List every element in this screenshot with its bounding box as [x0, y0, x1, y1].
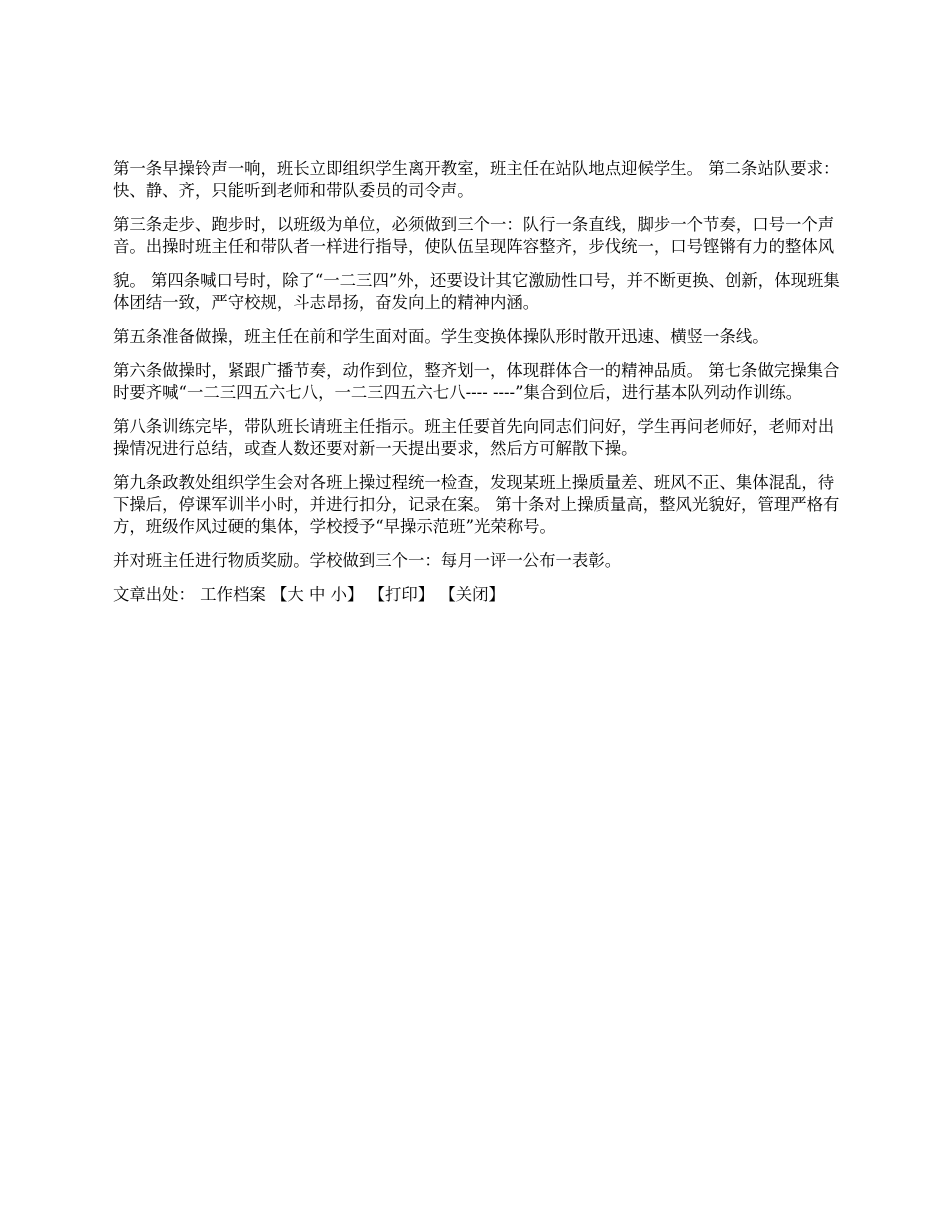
font-size-open-bracket: 【: [270, 585, 288, 604]
article-paragraph-8: 并对班主任进行物质奖励。学校做到三个一：每月一评一公布一表彰。: [113, 551, 622, 570]
font-size-small-link[interactable]: 小: [330, 585, 347, 604]
font-size-medium-link[interactable]: 中: [308, 585, 326, 604]
print-link[interactable]: 【打印】: [368, 585, 435, 604]
article-body: [113, 158, 845, 606]
article-footer: [113, 584, 845, 606]
font-size-large-link[interactable]: 大: [287, 585, 304, 604]
font-size-close-bracket: 】: [346, 585, 364, 604]
source-value: 工作档案: [200, 585, 266, 604]
article-paragraph-6: 第八条训练完毕，带队班长请班主任指示。班主任要首先向同志们问好，学生再问老师好，老师对出操情况进行总结，或查人数还要对新一天提出要求，然后方可解散下操。: [113, 417, 835, 458]
article-paragraph-5: 第六条做操时，紧跟广播节奏，动作到位，整齐划一，体现群体合一的精神品质。 第七条做完操集合时要齐喊“一二三四五六七八，一二三四五六七八---- ----”集合到位后，进行基本队列动作训练。: [113, 361, 840, 402]
font-size-controls: [271, 585, 363, 604]
source-label: 文章出处：: [113, 585, 195, 604]
article-paragraph-2: 第三条走步、跑步时，以班级为单位，必须做到三个一：队行一条直线，脚步一个节奏，口号一个声音。出操时班主任和带队者一样进行指导，使队伍呈现阵容整齐，步伐统一，口号铿锵有力的整体风: [113, 215, 835, 256]
close-link[interactable]: 【关闭】: [439, 585, 505, 604]
article-paragraph-4: 第五条准备做操，班主任在前和学生面对面。学生变换体操队形时散开迅速、横竖一条线。: [113, 327, 769, 346]
article-paragraph-7: 第九条政教处组织学生会对各班上操过程统一检查，发现某班上操质量差、班风不正、集体混乱，待下操后，停课军训半小时，并进行扣分，记录在案。 第十条对上操质量高，整风光貌好，管理严格有方，班级作风过硬的集体，学校授予“早操示范班”光荣称号。: [113, 473, 840, 536]
article-paragraph-1: 第一条早操铃声一响，班长立即组织学生离开教室，班主任在站队地点迎候学生。 第二条站队要求：快、静、齐，只能听到老师和带队委员的司令声。: [113, 159, 840, 200]
article-paragraph-3: 貌。 第四条喊口号时，除了“一二三四”外，还要设计其它激励性口号，并不断更换、创新，体现班集体团结一致，严守校规，斗志昂扬，奋发向上的精神内涵。: [113, 271, 840, 312]
